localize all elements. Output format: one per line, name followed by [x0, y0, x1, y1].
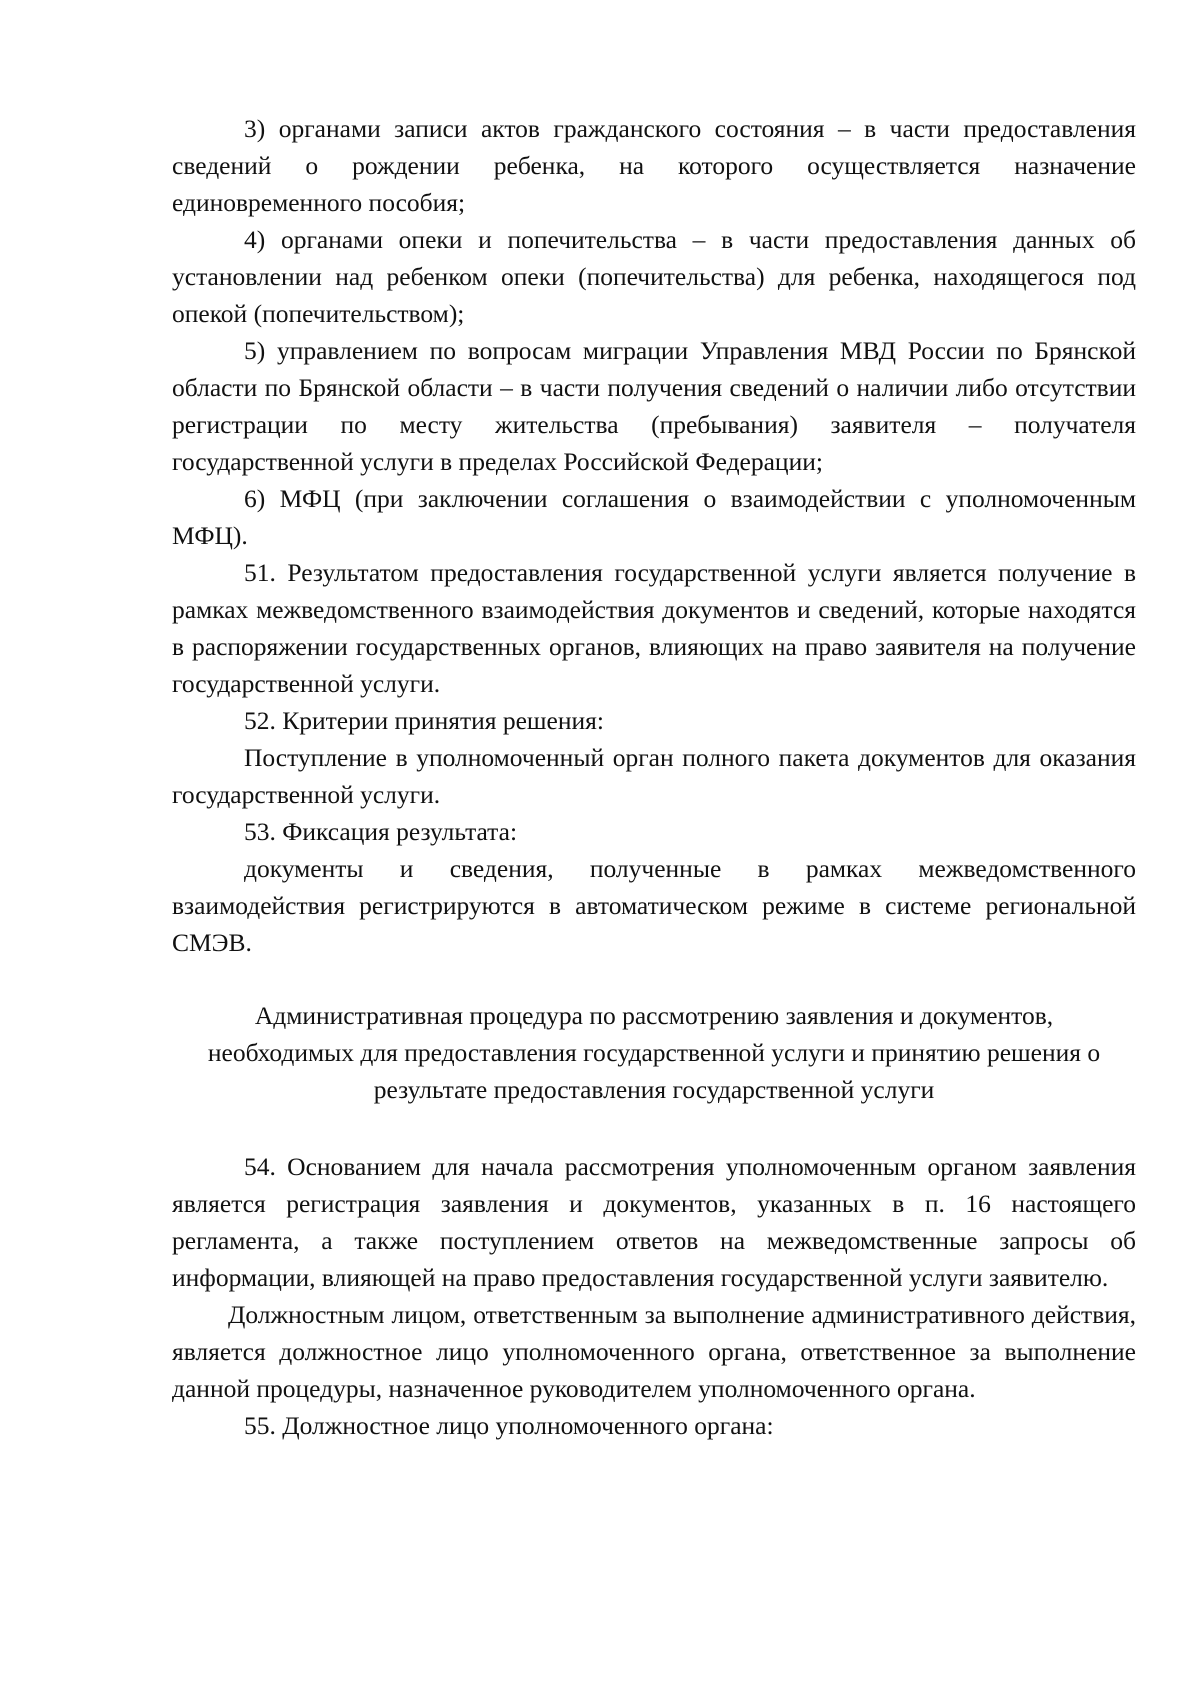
document-page	[172, 110, 1136, 1444]
paragraph-item-6: 6) МФЦ (при заключении соглашения о взаимодействии с уполномоченным МФЦ).	[172, 484, 1136, 550]
paragraph-item-5: 5) управлением по вопросам миграции Управления МВД России по Брянской области по Брянской области – в части получения сведений о наличии либо отсутствии регистрации по месту жительства (пребывания) заявителя – получателя государственной услуги в пределах Российской Федерации;	[172, 336, 1136, 476]
paragraph-responsible-official: Должностным лицом, ответственным за выполнение административного действия, является должностное лицо уполномоченного органа, ответственное за выполнение данной процедуры, назначенное руководителем уполномоченного органа.	[172, 1300, 1136, 1403]
paragraph-51: 51. Результатом предоставления государственной услуги является получение в рамках межведомственного взаимодействия документов и сведений, которые находятся в распоряжении государственных органов, влияющих на право заявителя на получение государственной услуги.	[172, 558, 1136, 698]
paragraph-52-body: Поступление в уполномоченный орган полного пакета документов для оказания государственной услуги.	[172, 743, 1136, 809]
paragraph-item-4: 4) органами опеки и попечительства – в части предоставления данных об установлении над ребенком опеки (попечительства) для ребенка, находящегося под опекой (попечительством);	[172, 225, 1136, 328]
heading-spacer	[172, 1108, 1136, 1148]
paragraph-54: 54. Основанием для начала рассмотрения уполномоченным органом заявления является регистрация заявления и документов, указанных в п. 16 настоящего регламента, а также поступлением ответов на межведомственные запросы об информации, влияющей на право предоставления государственной услуги заявителю.	[172, 1152, 1136, 1292]
paragraph-53: 53. Фиксация результата:	[244, 817, 518, 846]
paragraph-item-3: 3) органами записи актов гражданского состояния – в части предоставления сведений о рождении ребенка, на которого осуществляется назначение единовременного пособия;	[172, 114, 1136, 217]
paragraph-53-body: документы и сведения, полученные в рамках межведомственного взаимодействия регистрируются в автоматическом режиме в системе региональной СМЭВ.	[172, 854, 1136, 957]
section-heading: Административная процедура по рассмотрению заявления и документов, необходимых для предоставления государственной услуги и принятию решения о результате предоставления государственной услуги	[207, 1001, 1101, 1104]
paragraph-52: 52. Критерии принятия решения:	[244, 706, 604, 735]
paragraph-55: 55. Должностное лицо уполномоченного органа:	[244, 1411, 774, 1440]
